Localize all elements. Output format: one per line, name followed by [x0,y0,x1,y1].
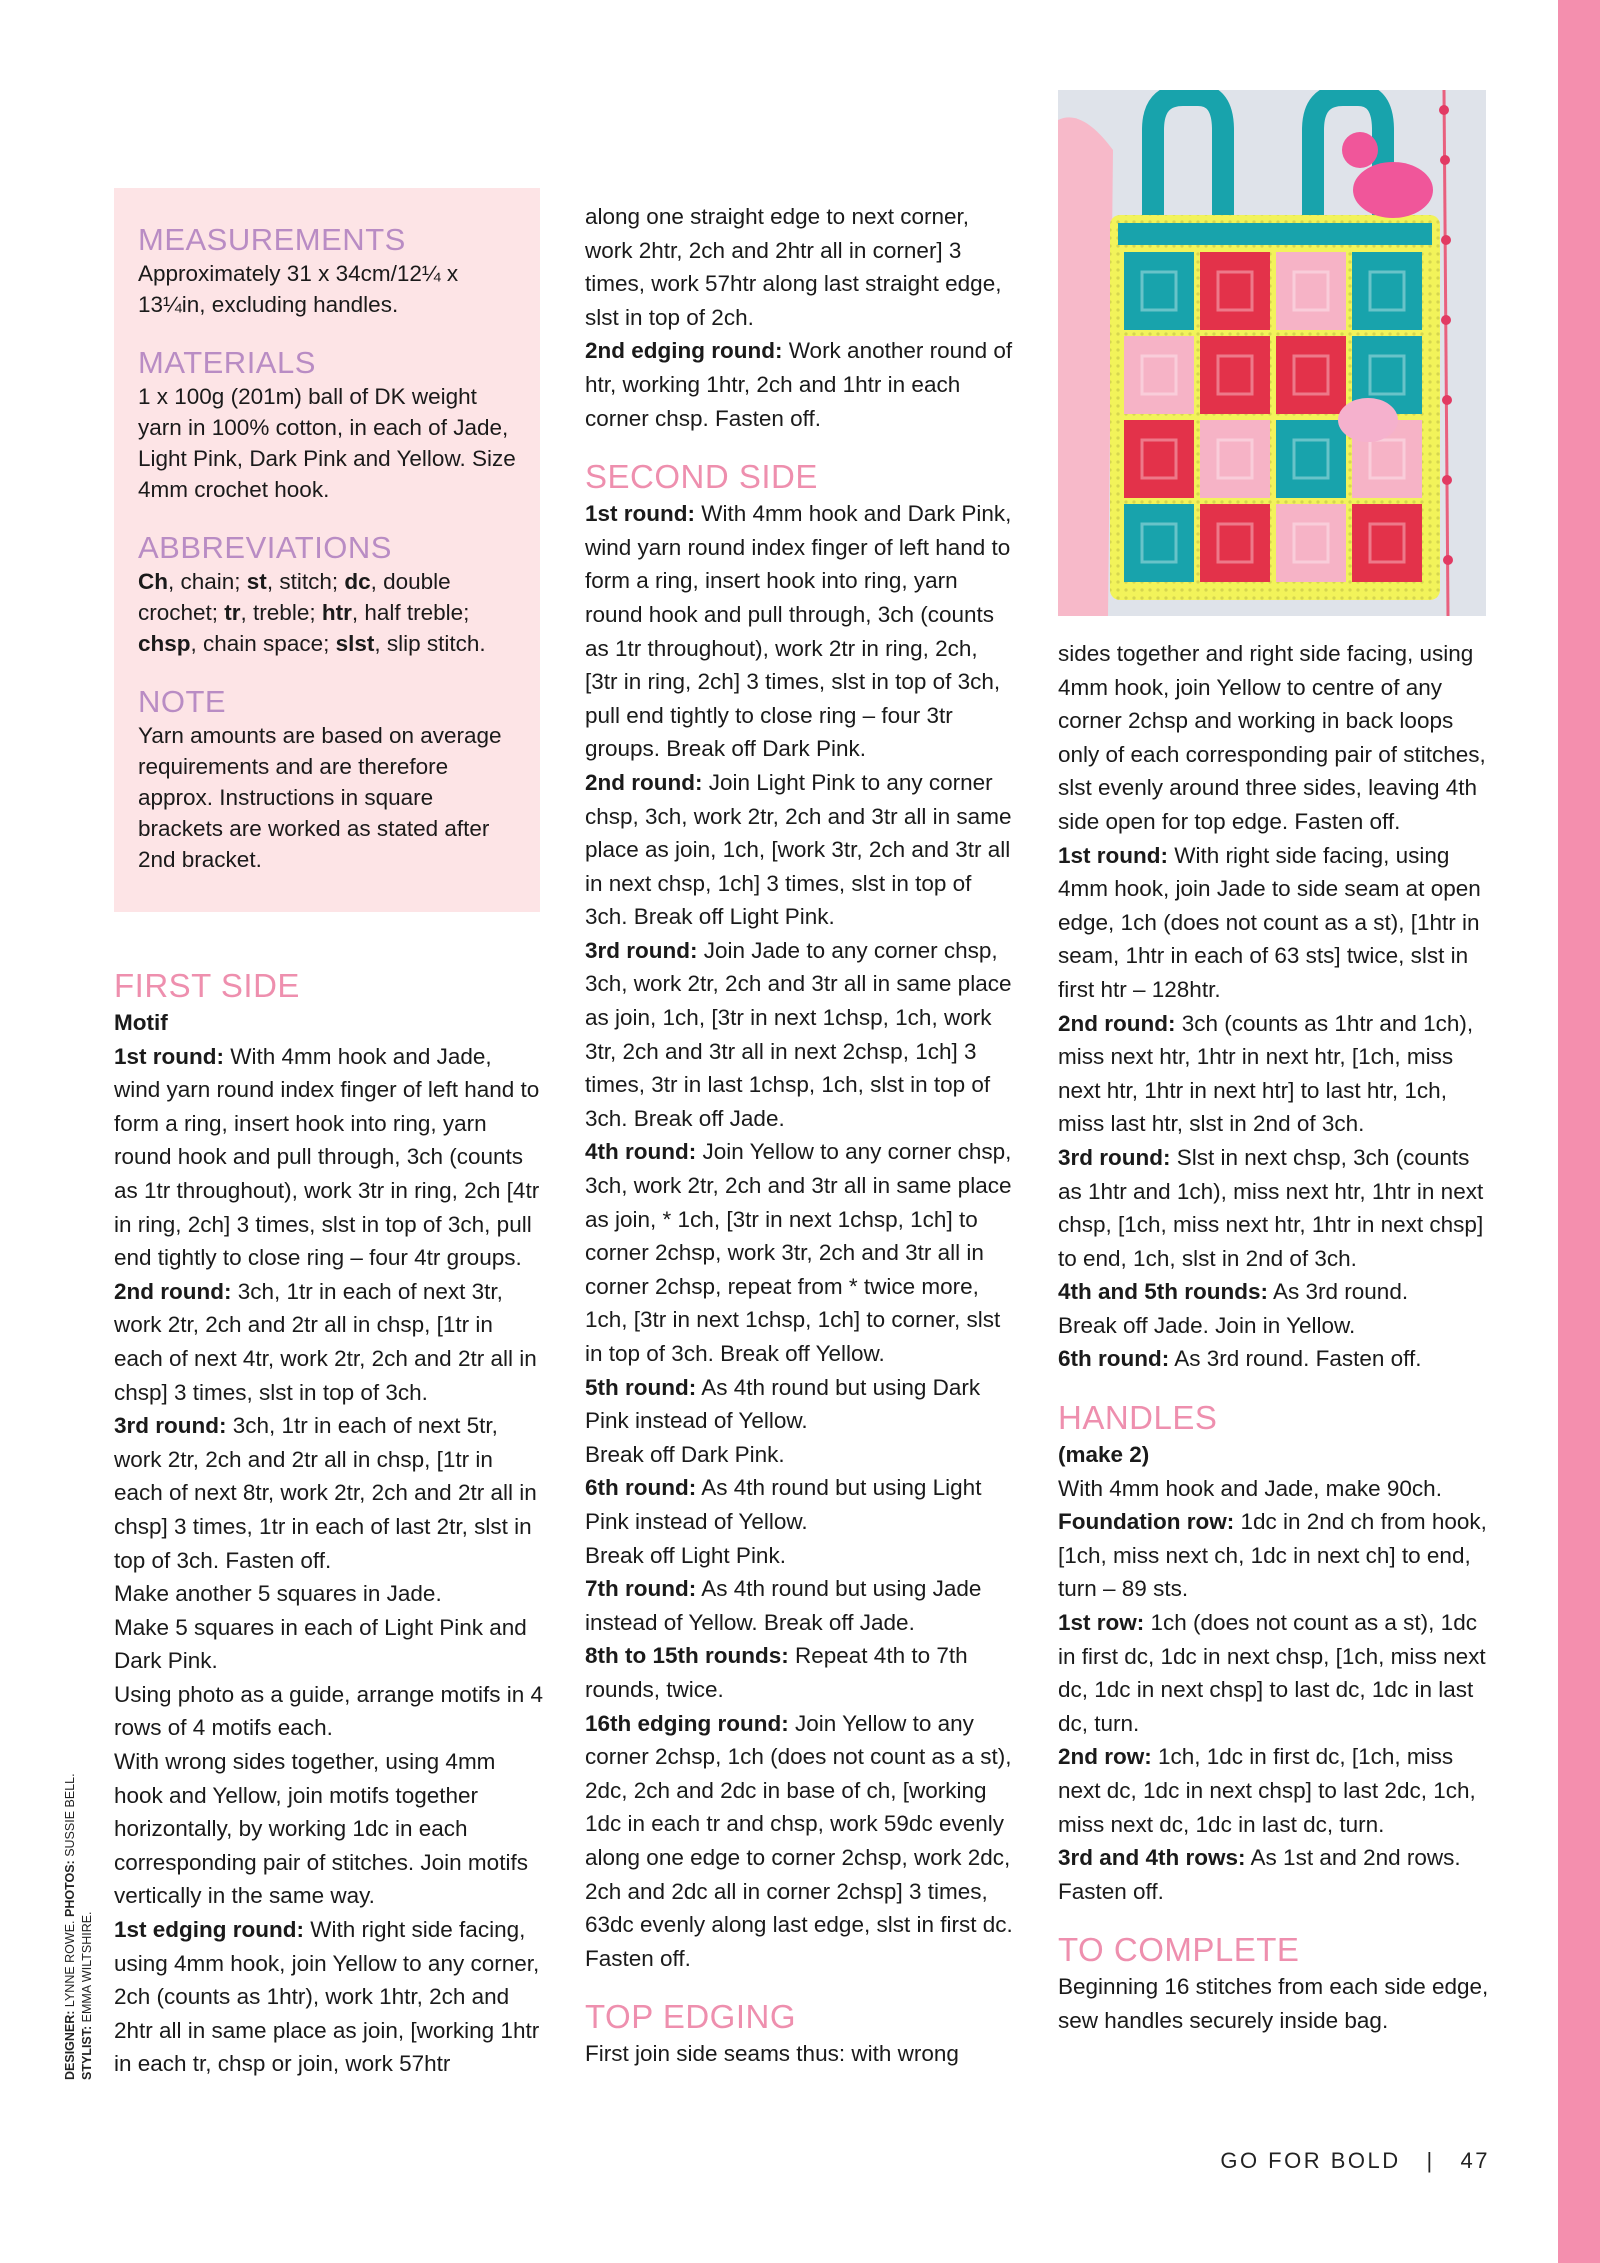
granny-square [1352,252,1422,330]
second-side-heading: SECOND SIDE [585,458,818,496]
instruction-label: 2nd edging round: [585,338,783,364]
instruction-label: 1st edging round: [114,1917,304,1943]
abbr-term: htr [321,600,352,625]
instruction-label: 2nd round: [1058,1010,1176,1036]
instruction-label: 5th round: [585,1374,697,1400]
granny-square [1276,252,1346,330]
instruction-text: 1ch, 1dc in first dc, [1ch, miss next dc, 1dc in next chsp] to last 2dc, 1ch, miss next dc, 1dc in last dc, turn. [1058,1744,1476,1837]
instruction-paragraph [114,1913,544,2081]
stylist-name: EMMA WILTSHIRE. [80,1911,94,2026]
instruction-text: With 4mm hook and Dark Pink, wind yarn round index finger of left hand to form a ring, insert hook into ring, yarn round hook and pull through, 3ch (counts as 1tr throughout), work 2tr in ring, 2ch, [3tr in ring, 2ch] 3 times, slst in top of 3ch, pull end tightly to close ring – four 3tr groups. Break off Dark Pink. [585,501,1012,762]
instruction-text: As 4th round but using Dark Pink instead of Yellow. [585,1374,981,1434]
instruction-paragraph [1058,1342,1490,1376]
instruction-text: Work another round of htr, working 1htr, 2ch and 1htr in each corner chsp. Fasten off. [585,338,1013,431]
instruction-text: As 3rd round. [1268,1279,1409,1305]
abbr-term: dc [344,569,371,594]
handles-heading: HANDLES [1058,1399,1218,1437]
instruction-text: 3ch, 1tr in each of next 5tr, work 2tr, 2ch and 2tr all in chsp, [1tr in each of next 8tr, work 2tr, 2ch and 2tr all in chsp] 3 times, 1tr in each of last 2tr, slst in top of 3ch. Fasten off. [114,1413,537,1573]
instruction-text: sides together and right side facing, using 4mm hook, join Yellow to centre of any corner 2chsp and working in back loops only of each corresponding pair of stitches, slst evenly around three sides, leaving 4th side open for top edge. Fasten off. [1058,641,1486,834]
instruction-paragraph [114,1577,544,1611]
instruction-label: 1st row: [1058,1610,1145,1636]
abbr-definition: , stitch; [266,569,345,594]
instruction-label: 4th round: [585,1139,697,1165]
instruction-paragraph [114,1409,544,1577]
instruction-text: Join Light Pink to any corner chsp, 3ch, work 2tr, 2ch and 3tr all in same place as join, 1ch, [work 3tr, 2ch and 3tr all in next chsp, 1ch] 3 times, slst in top of 3ch. Break off Light Pink. [585,769,1012,930]
abbr-term: slst [335,631,375,656]
instruction-paragraph [585,1135,1015,1370]
instruction-label: 2nd row: [1058,1744,1152,1770]
abbr-definition: , half treble; [351,600,470,625]
instruction-label: 4th and 5th rounds: [1058,1279,1268,1305]
column-first-side [114,966,544,2081]
instruction-paragraph [1058,1505,1490,1606]
granny-square [1124,504,1194,582]
instruction-paragraph [585,766,1015,934]
granny-square [1276,420,1346,498]
column-finishing [1058,637,1490,2038]
granny-square [1200,420,1270,498]
first-side-continued [585,200,1015,435]
instruction-label: 1st round: [1058,842,1168,868]
granny-square [1276,336,1346,414]
instruction-text: As 4th round but using Jade instead of Yellow. Break off Jade. [585,1576,982,1635]
instruction-text: As 1st and 2nd rows. [1245,1845,1461,1871]
instruction-text: Join Yellow to any corner chsp, 3ch, work 2tr, 2ch and 3tr all in same place as join, * 1ch, [3tr in next 1chsp, 1ch] to corner 2chsp, work 3tr, 2ch and 3tr all in corner 2chsp, repeat from * twice more, 1ch, [3tr in next 1chsp, 1ch] to corner, slst in top of 3ch. Break off Yellow. [585,1139,1012,1366]
instruction-paragraph [585,1371,1015,1438]
granny-square [1200,336,1270,414]
instruction-paragraph [1058,1007,1490,1141]
instruction-label: 7th round: [585,1576,697,1602]
abbr-term: st [246,569,267,594]
instruction-label: 8th to 15th rounds: [585,1643,789,1669]
instruction-label: Foundation row: [1058,1509,1235,1535]
photo-credits [62,1750,102,2080]
instruction-label: 2nd round: [114,1278,232,1304]
materials-text: 1 x 100g (201m) ball of DK weight yarn in 100% cotton, in each of Jade, Light Pink, Dark Pink and Yellow. Size 4mm crochet hook. [138,384,516,502]
instruction-paragraph [585,934,1015,1136]
instruction-paragraph [1058,1472,1490,1506]
abbr-term: tr [224,600,241,625]
designer-name: LYNNE ROWE. [63,1917,77,2011]
instruction-text: Break off Light Pink. [585,1542,786,1568]
instruction-text: With 4mm hook and Jade, make 90ch. [1058,1475,1442,1501]
abbreviations-list [138,566,516,659]
instruction-paragraph [585,1572,1015,1639]
abbr-term: Ch [138,569,168,594]
abbr-definition: , treble; [240,600,322,625]
instruction-text: 1ch (does not count as a st), 1dc in first dc, 1dc in next chsp, [1ch, miss next dc, 1dc in next chsp] to last dc, 1dc in last dc, turn. [1058,1610,1486,1736]
photos-name: SUSSIE BELL. [63,1773,77,1861]
photos-label: PHOTOS: [63,1860,77,1918]
abbreviations-heading: ABBREVIATIONS [138,530,392,565]
instruction-paragraph [585,200,1015,334]
granny-square [1352,504,1422,582]
abbr-definition: , chain; [168,569,247,594]
instruction-paragraph [585,1639,1015,1706]
instruction-paragraph [114,1678,544,1745]
instruction-text: Break off Jade. Join in Yellow. [1058,1312,1356,1338]
instruction-label: 6th round: [1058,1346,1170,1372]
instruction-label: 3rd round: [1058,1144,1171,1170]
instruction-text: Fasten off. [1058,1878,1164,1904]
instruction-paragraph [1058,1740,1490,1841]
instruction-text: 3ch (counts as 1htr and 1ch), miss next htr, 1htr in next htr, [1ch, miss next htr, 1htr in next htr] to last htr, 1ch, miss last htr, slst in 2nd of 3ch. [1058,1010,1474,1137]
instruction-text: along one straight edge to next corner, work 2htr, 2ch and 2htr all in corner] 3 times, work 57htr along last straight edge, slst in top of 2ch. [585,204,1002,330]
note-heading: NOTE [138,684,227,719]
instruction-paragraph [585,1471,1015,1538]
stylist-label: STYLIST: [80,2025,94,2080]
measurements-text: Approximately 31 x 34cm/12¼ x 13¼in, excluding handles. [138,261,459,317]
instruction-text: With wrong sides together, using 4mm hook and Yellow, join motifs together horizontally, by working 1dc in each corresponding pair of stitches. Join motifs vertically in the same way. [114,1749,528,1909]
instruction-paragraph [114,1745,544,1913]
instruction-text: Make 5 squares in each of Light Pink and Dark Pink. [114,1614,527,1674]
instruction-paragraph [1058,1841,1490,1875]
instruction-text: As 3rd round. Fasten off. [1169,1346,1422,1372]
granny-square [1124,336,1194,414]
instruction-paragraph [585,1539,1015,1573]
instruction-text: Join Jade to any corner chsp, 3ch, work 2tr, 2ch and 3tr all in same place as join, 1ch, [3tr in next 1chsp, 1ch, work 3tr, 2ch and 3tr all in next 2chsp, 1ch] 3 times, 3tr in last 1chsp, 1ch, slst in top of 3ch. Break off Jade. [585,937,1012,1131]
instruction-text: 1dc in 2nd ch from hook, [1ch, miss next ch, 1dc in next ch] to end, turn – 89 sts. [1058,1509,1487,1602]
instruction-paragraph [1058,637,1490,839]
instruction-paragraph [585,1438,1015,1472]
abbr-definition: , slip stitch. [374,631,486,656]
instruction-text: Break off Dark Pink. [585,1441,785,1467]
page-folio: GO FOR BOLD | 47 [1220,2148,1490,2173]
instruction-label: 3rd round: [114,1413,227,1439]
page-edge-stripe [1558,0,1600,2263]
materials-heading: MATERIALS [138,345,316,380]
instruction-paragraph [1058,1309,1490,1343]
instruction-text: Make another 5 squares in Jade. [114,1581,442,1607]
instruction-text: As 4th round but using Light Pink instead of Yellow. [585,1475,982,1534]
instruction-label: 2nd round: [585,769,703,795]
instruction-paragraph [1058,1875,1490,1909]
instruction-text: With right side facing, using 4mm hook, join Jade to side seam at open edge, 1ch (does not count as a st), [1htr in seam, 1htr in each of 63 sts] twice, slst in first htr – 128htr. [1058,842,1481,1002]
granny-square [1276,504,1346,582]
pattern-info-box [114,188,540,912]
granny-square [1200,504,1270,582]
instruction-text: Slst in next chsp, 3ch (counts as 1htr and 1ch), miss next htr, 1htr in next chsp, [1ch, miss next htr, 1htr in next chsp] to end, 1ch, slst in 2nd of 3ch. [1058,1144,1484,1271]
motif-subheading: Motif [114,1010,168,1035]
instruction-label: 3rd and 4th rows: [1058,1845,1246,1871]
instruction-paragraph [585,497,1015,766]
instruction-label: 1st round: [114,1043,224,1069]
instruction-paragraph [1058,1141,1490,1275]
abbr-definition: , chain space; [190,631,336,656]
granny-square [1200,252,1270,330]
instruction-paragraph [114,1040,544,1275]
instruction-label: 1st round: [585,501,695,527]
to-complete-text: Beginning 16 stitches from each side edge, sew handles securely inside bag. [1058,1974,1489,2033]
designer-label: DESIGNER: [63,2010,77,2080]
instruction-label: 6th round: [585,1475,697,1501]
instruction-paragraph [1058,1606,1490,1740]
instruction-text: 3ch, 1tr in each of next 3tr, work 2tr, 2ch and 2tr all in chsp, [1tr in each of next 4tr, work 2tr, 2ch and 2tr all in chsp] 3 times, slst in top of 3ch. [114,1278,537,1405]
second-side-instructions [585,497,1015,1975]
top-edging-continued [1058,637,1490,1376]
to-complete-heading: TO COMPLETE [1058,1931,1300,1969]
measurements-heading: MEASUREMENTS [138,222,406,257]
granny-square [1124,252,1194,330]
granny-square [1124,420,1194,498]
crochet-bag-photo [1058,90,1486,616]
instruction-text: With right side facing, using 4mm hook, join Yellow to any corner, 2ch (counts as 1htr), work 1htr, 2ch and 2htr all in same place as join, [working 1htr in each tr, chsp or join, work 57htr [114,1917,540,2077]
instruction-text: With 4mm hook and Jade, wind yarn round index finger of left hand to form a ring, insert hook into ring, yarn round hook and pull through, 3ch (counts as 1tr throughout), work 3tr in ring, 2ch [4tr in ring, 2ch] 3 times, slst in top of 3ch, pull end tightly to close ring – four 4tr groups. [114,1043,540,1271]
top-edging-text: First join side seams thus: with wrong [585,2041,959,2067]
instruction-text: Repeat 4th to 7th rounds, twice. [585,1643,968,1702]
instruction-paragraph [585,1707,1015,1976]
instruction-paragraph [585,334,1015,435]
instruction-label: 3rd round: [585,937,698,963]
instruction-paragraph [114,1611,544,1678]
instruction-text: Join Yellow to any corner 2chsp, 1ch (does not count as a st), 2dc, 2ch and 2dc in base of ch, [working 1dc in each tr and chsp, work 59dc evenly along one edge to corner 2chsp, work 2dc, 2ch and 2dc all in corner 2chsp] 3 times, 63dc evenly along last edge, slst in first dc. Fasten off. [585,1710,1013,1971]
first-side-heading: FIRST SIDE [114,967,300,1004]
instruction-paragraph [1058,1275,1490,1309]
column-second-side [585,200,1015,2071]
top-edging-heading: TOP EDGING [585,1998,796,2036]
instruction-text: Using photo as a guide, arrange motifs in 4 rows of 4 motifs each. [114,1681,544,1741]
instruction-paragraph [114,1275,544,1409]
note-text: Yarn amounts are based on average requirements and are therefore approx. Instructions in square brackets are worked as stated after 2nd bracket. [138,723,502,872]
handles-subheading: (make 2) [1058,1442,1150,1468]
instruction-paragraph [1058,839,1490,1007]
handles-instructions [1058,1472,1490,1909]
abbr-term: chsp [138,631,191,656]
first-side-instructions [114,1040,544,2081]
instruction-label: 16th edging round: [585,1710,789,1736]
abbr-definition: , double crochet; [138,569,451,625]
